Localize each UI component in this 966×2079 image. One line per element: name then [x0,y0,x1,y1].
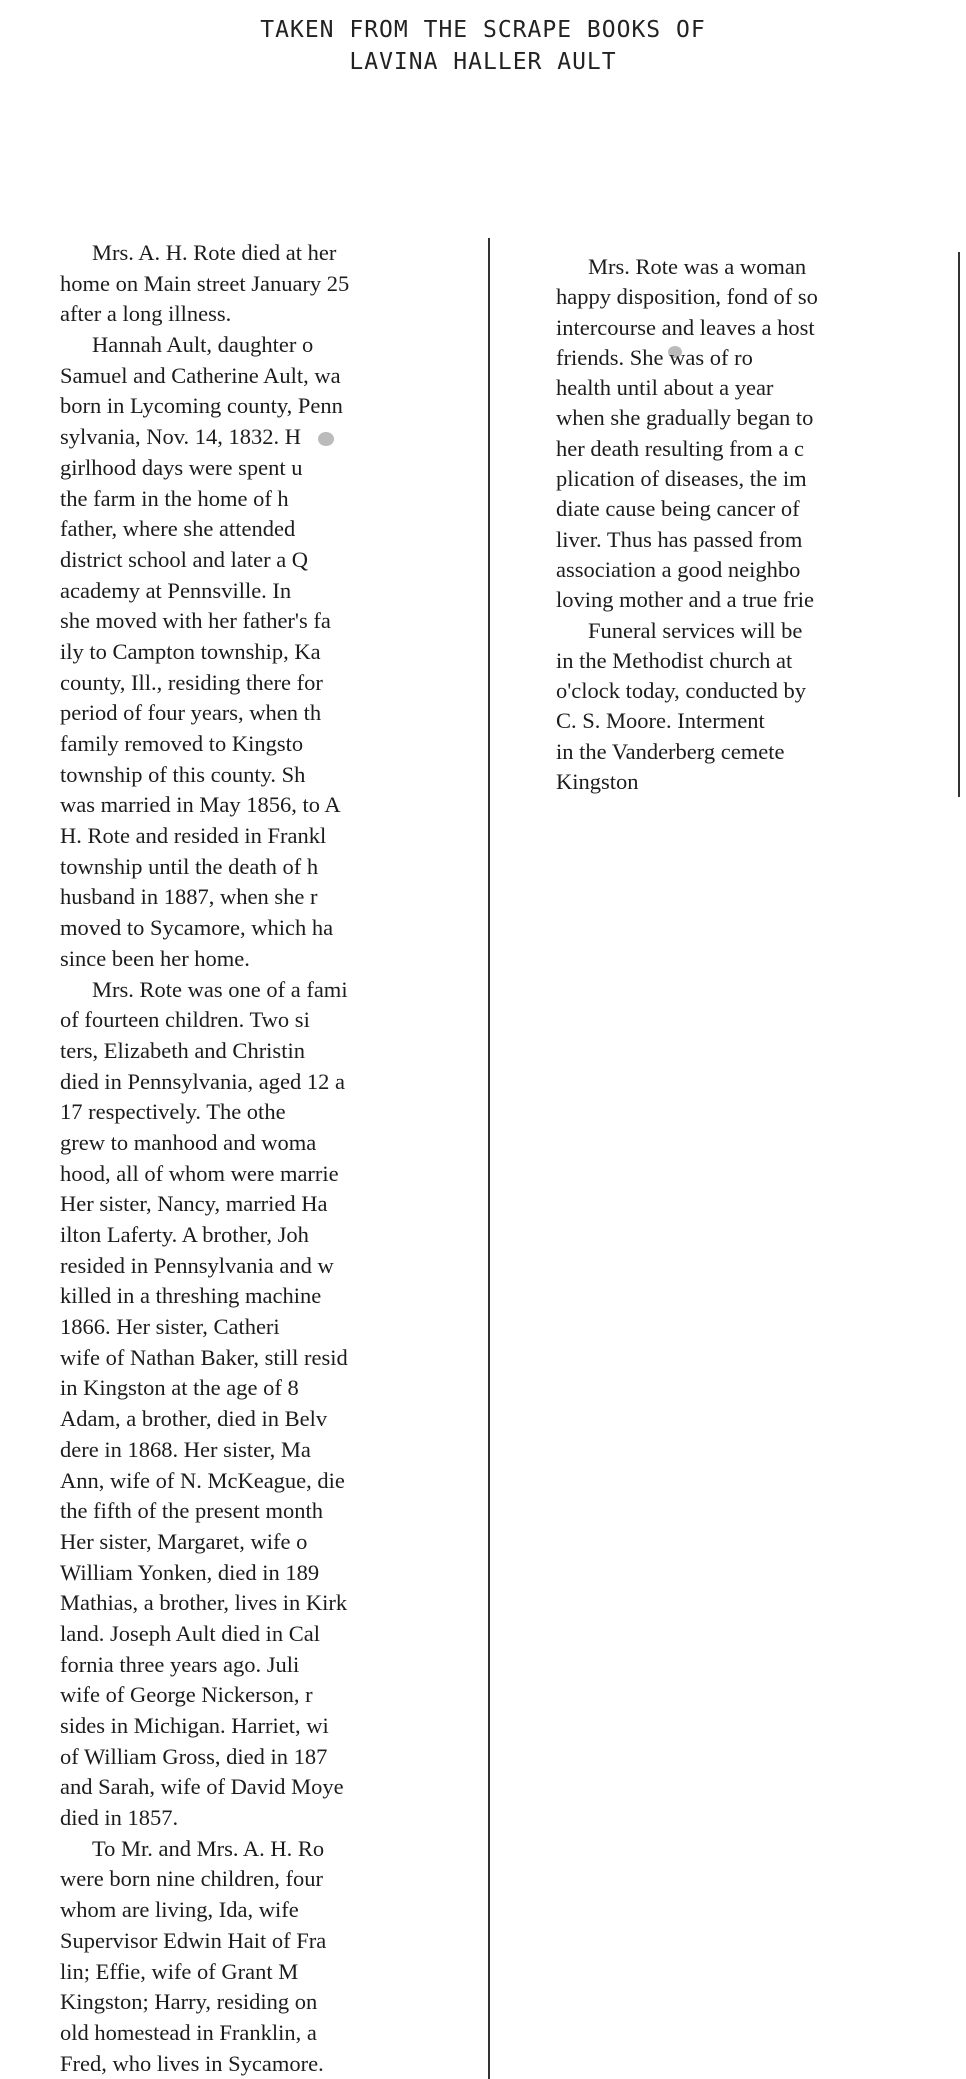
text-line: loving mother and a true frie [556,587,815,613]
text-line: plication of diseases, the im [556,466,807,492]
text-line: health until about a year [556,375,774,401]
text-line: her death resulting from a c [556,435,805,461]
text-line: family removed to Kingsto [60,731,304,756]
text-line: district school and later a Q [60,546,309,572]
text-line: in the Methodist church at [556,647,793,673]
text-line: girlhood days were spent u [60,454,303,480]
text-line: Her sister, Margaret, wife o [60,1528,308,1554]
text-line: happy disposition, fond of so [556,284,818,310]
text-line: of fourteen children. Two si [60,1007,310,1033]
text-line: wife of George Nickerson, r [60,1682,313,1708]
header-line-1: TAKEN FROM THE SCRAPE BOOKS OF [260,17,706,43]
text-line: land. Joseph Ault died in Cal [60,1620,320,1646]
text-line: Kingston; Harry, residing on [60,1989,318,2015]
text-line: period of four years, when th [60,700,322,726]
text-line: resided in Pennsylvania and w [60,1252,334,1278]
text-line: ily to Campton township, Ka [60,638,321,664]
text-line: home on Main street January 25 [60,270,350,296]
ink-smudge [318,432,334,446]
text-line: dere in 1868. Her sister, Ma [60,1436,311,1462]
text-line: To Mr. and Mrs. A. H. Ro [92,1835,325,1861]
text-line: lin; Effie, wife of Grant M [60,1958,299,1984]
text-line: Mathias, a brother, lives in Kirk [60,1590,348,1616]
text-line: was married in May 1856, to A [60,792,341,818]
text-line: Fred, who lives in Sycamore. [60,2050,324,2076]
text-line: Funeral services will be [588,617,803,643]
text-line: wife of Nathan Baker, still resid [60,1344,348,1370]
text-line: born in Lycoming county, Penn [60,393,343,419]
header-line-2: LAVINA HALLER AULT [349,49,617,75]
text-line: sylvania, Nov. 14, 1832. H [60,424,302,450]
text-line: died in 1857. [60,1805,179,1831]
text-line: father, where she attended [60,516,296,542]
text-line: Mrs. Rote was one of a fami [92,976,348,1002]
text-line: ilton Laferty. A brother, Joh [60,1222,309,1247]
text-line: since been her home. [60,945,250,971]
text-line: fornia three years ago. Juli [60,1651,300,1677]
text-line: Mrs. Rote was a woman [588,254,807,279]
text-line: the farm in the home of h [60,485,289,511]
text-line: sides in Michigan. Harriet, wi [60,1713,329,1738]
text-line: hood, all of whom were marrie [60,1160,339,1186]
text-line: township of this county. Sh [60,761,306,787]
text-line: in the Vanderberg cemete [556,738,785,764]
text-line: diate cause being cancer of [556,496,800,522]
text-line: o'clock today, conducted by [556,678,807,704]
text-line: husband in 1887, when she r [60,884,318,910]
right-newspaper-column [556,252,960,797]
text-line: H. Rote and resided in Frankl [60,823,327,849]
text-line: in Kingston at the age of 8 [60,1375,299,1401]
text-line: intercourse and leaves a host [556,314,815,340]
text-line: association a good neighbo [556,556,801,582]
text-line: were born nine children, four [60,1866,324,1892]
text-line: died in Pennsylvania, aged 12 a [60,1068,345,1094]
text-line: and Sarah, wife of David Moye [60,1774,344,1800]
text-line: whom are living, Ida, wife [60,1897,299,1923]
ink-smudge [668,346,682,358]
text-line: when she gradually began to [556,405,814,431]
text-line: Her sister, Nancy, married Ha [60,1191,328,1217]
text-line: county, Ill., residing there for [60,669,323,695]
text-line: liver. Thus has passed from [556,526,803,552]
text-line: C. S. Moore. Interment [556,708,765,734]
text-line: the fifth of the present month [60,1498,324,1524]
text-line: 17 respectively. The othe [60,1099,286,1125]
text-line: killed in a threshing machine [60,1283,322,1309]
page-header [0,14,966,78]
text-line: old homestead in Franklin, a [60,2019,317,2045]
text-line: grew to manhood and woma [60,1129,317,1155]
text-line: friends. She was of ro [556,344,753,370]
text-line: Kingston [556,769,639,795]
text-line: academy at Pennsville. In [60,577,292,603]
text-line: she moved with her father's fa [60,608,331,634]
text-line: Samuel and Catherine Ault, wa [60,362,341,388]
left-newspaper-column [60,238,490,2079]
text-line: William Yonken, died in 189 [60,1559,320,1585]
text-line: after a long illness. [60,301,232,327]
text-line: Adam, a brother, died in Belv [60,1406,328,1432]
text-line: township until the death of h [60,853,319,879]
text-line: ters, Elizabeth and Christin [60,1037,305,1063]
text-line: 1866. Her sister, Catheri [60,1314,280,1340]
text-line: Ann, wife of N. McKeague, die [60,1467,345,1493]
text-line: moved to Sycamore, which ha [60,915,334,941]
text-line: Supervisor Edwin Hait of Fra [60,1927,327,1953]
text-line: Hannah Ault, daughter o [92,332,314,358]
text-line: Mrs. A. H. Rote died at her [92,240,337,265]
text-line: of William Gross, died in 187 [60,1743,328,1769]
